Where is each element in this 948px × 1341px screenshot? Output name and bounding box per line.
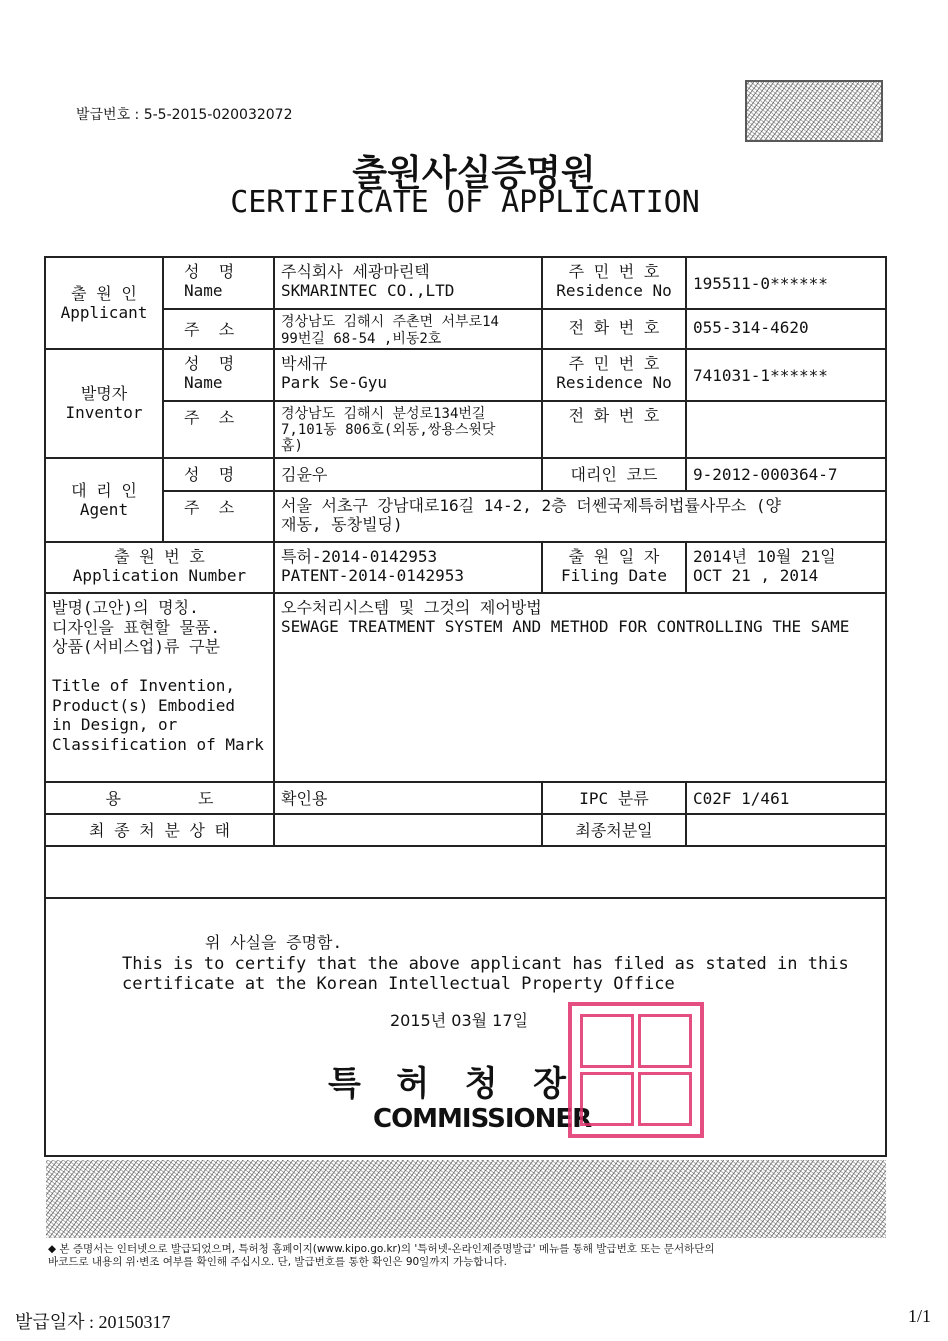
- agent-code: 9-2012-000364-7: [685, 457, 887, 492]
- qr-code: [745, 80, 883, 142]
- ipc-value: C02F 1/461: [685, 781, 887, 815]
- inventor-res-label: [541, 348, 687, 402]
- final-status-label: 최 종 처 분 상 태: [44, 813, 275, 847]
- label-ko: 발명자: [80, 384, 128, 403]
- agent-name: 김윤우: [273, 457, 543, 492]
- number-ko: 특허-2014-0142953: [281, 547, 438, 566]
- barcode-strip: [46, 1160, 886, 1238]
- applicant-phone: 055-314-4620: [685, 308, 887, 350]
- label-en: Applicant: [60, 303, 148, 322]
- name-ko: 주식회사 세광마린텍: [281, 262, 430, 281]
- label-en: Filing Date: [561, 566, 667, 585]
- agent-name-label: 성 명: [162, 457, 275, 492]
- inventor-name-label: [162, 348, 275, 402]
- name-ko: 박세규: [281, 354, 328, 373]
- certify-date: 2015년 03월 17일: [390, 1011, 528, 1030]
- applicant-name: [273, 256, 543, 310]
- name-en: Park Se-Gyu: [281, 373, 387, 392]
- final-status: [273, 813, 543, 847]
- label: 주 민 번 호: [568, 354, 660, 373]
- label: 성 명: [184, 262, 235, 281]
- filing-date: [685, 541, 887, 594]
- label: 성 명: [184, 354, 235, 373]
- inventor-name: [273, 348, 543, 402]
- title-of-invention-label: 발명(고안)의 명칭. 디자인을 표현할 물품. 상품(서비스업)류 구분 Title of Invention, Product(s) Embodied in Design, or Classification of Mark: [44, 592, 275, 783]
- title-en: SEWAGE TREATMENT SYSTEM AND METHOD FOR CONTROLLING THE SAME: [281, 617, 850, 636]
- label-en: Inventor: [65, 403, 143, 422]
- date-ko: 2014년 10월 21일: [693, 547, 836, 566]
- filing-date-label: [541, 541, 687, 594]
- name-en: SKMARINTEC CO.,LTD: [281, 281, 455, 300]
- blank-row: [44, 845, 887, 899]
- inventor-addr-label: 주 소: [162, 400, 275, 459]
- issue-number: 발급번호 : 5-5-2015-020032072: [76, 107, 293, 123]
- title-ko: 출원사실증명원: [352, 153, 596, 194]
- notice-text: ◆ 본 증명서는 인터넷으로 발급되었으며, 특허청 홈페이지(www.kipo.go.kr)의 '특허넷-온라인제증명발급' 메뉴를 통해 발급번호 또는 문서하단의 바코드로 내용의 위·변조 여부를 확인해 주십시오. 단, 발급번호를 통한 확인은 90일까지 가능합니다.: [48, 1243, 715, 1268]
- inventor-label: [44, 348, 164, 459]
- agent-addr-label: 주 소: [162, 490, 275, 543]
- label-en: Residence No: [556, 281, 672, 300]
- title-of-invention: [273, 592, 887, 783]
- label-ko: 대 리 인: [71, 481, 137, 500]
- purpose-value: 확인용: [273, 781, 543, 815]
- final-date-label: 최종처분일: [541, 813, 687, 847]
- label-en: Application Number: [72, 566, 247, 585]
- certify-ko: 위 사실을 증명함.: [205, 933, 343, 952]
- page-number: 1/1: [908, 1306, 932, 1326]
- label-ko: 출 원 인: [71, 284, 137, 303]
- agent-code-label: 대리인 코드: [541, 457, 687, 492]
- applicant-addr-label: 주 소: [162, 308, 275, 350]
- application-number: [273, 541, 543, 594]
- date-en: OCT 21 , 2014: [693, 566, 819, 585]
- agent-address: 서울 서초구 강남대로16길 14-2, 2층 더쎈국제특허법률사무소 (양 재동, 동창빌딩): [273, 490, 887, 543]
- issuer-en: COMMISSIONER: [373, 1104, 592, 1134]
- applicant-phone-label: 전 화 번 호: [541, 308, 687, 350]
- inventor-phone: [685, 400, 887, 459]
- title-en: CERTIFICATE OF APPLICATION: [230, 185, 700, 220]
- inventor-address: 경상남도 김해시 분성로134번길 7,101동 806호(외동,쌍용스윗닷 홈): [273, 400, 543, 459]
- label: 주 민 번 호: [568, 262, 660, 281]
- inventor-phone-label: 전 화 번 호: [541, 400, 687, 459]
- issue-date: 발급일자 : 20150317: [15, 1312, 171, 1332]
- label-ko: 출 원 번 호: [114, 547, 205, 566]
- label-en: Agent: [79, 500, 129, 519]
- applicant-name-label: [162, 256, 275, 310]
- applicant-res-no: 195511-0******: [685, 256, 887, 310]
- official-seal: [568, 1002, 704, 1138]
- issuer-ko: 특 허 청 장: [328, 1064, 566, 1104]
- label-en: Name: [184, 281, 223, 300]
- purpose-label: 용 도: [44, 781, 275, 815]
- certify-en: This is to certify that the above applicant has filed as stated in this certificate at the Korean Intellectual Property Office: [122, 954, 849, 994]
- label-en: Residence No: [556, 373, 672, 392]
- number-en: PATENT-2014-0142953: [281, 566, 465, 585]
- final-date: [685, 813, 887, 847]
- ipc-label: IPC 분류: [541, 781, 687, 815]
- inventor-res-no: 741031-1******: [685, 348, 887, 402]
- applicant-address: 경상남도 김해시 주촌면 서부로14 99번길 68-54 ,비동2호: [273, 308, 543, 350]
- title-ko: 오수처리시스템 및 그것의 제어방법: [281, 598, 542, 617]
- application-number-label: [44, 541, 275, 594]
- applicant-label: [44, 256, 164, 350]
- applicant-res-label: [541, 256, 687, 310]
- label-en: Name: [184, 373, 223, 392]
- agent-label: [44, 457, 164, 543]
- label-ko: 출 원 일 자: [568, 547, 660, 566]
